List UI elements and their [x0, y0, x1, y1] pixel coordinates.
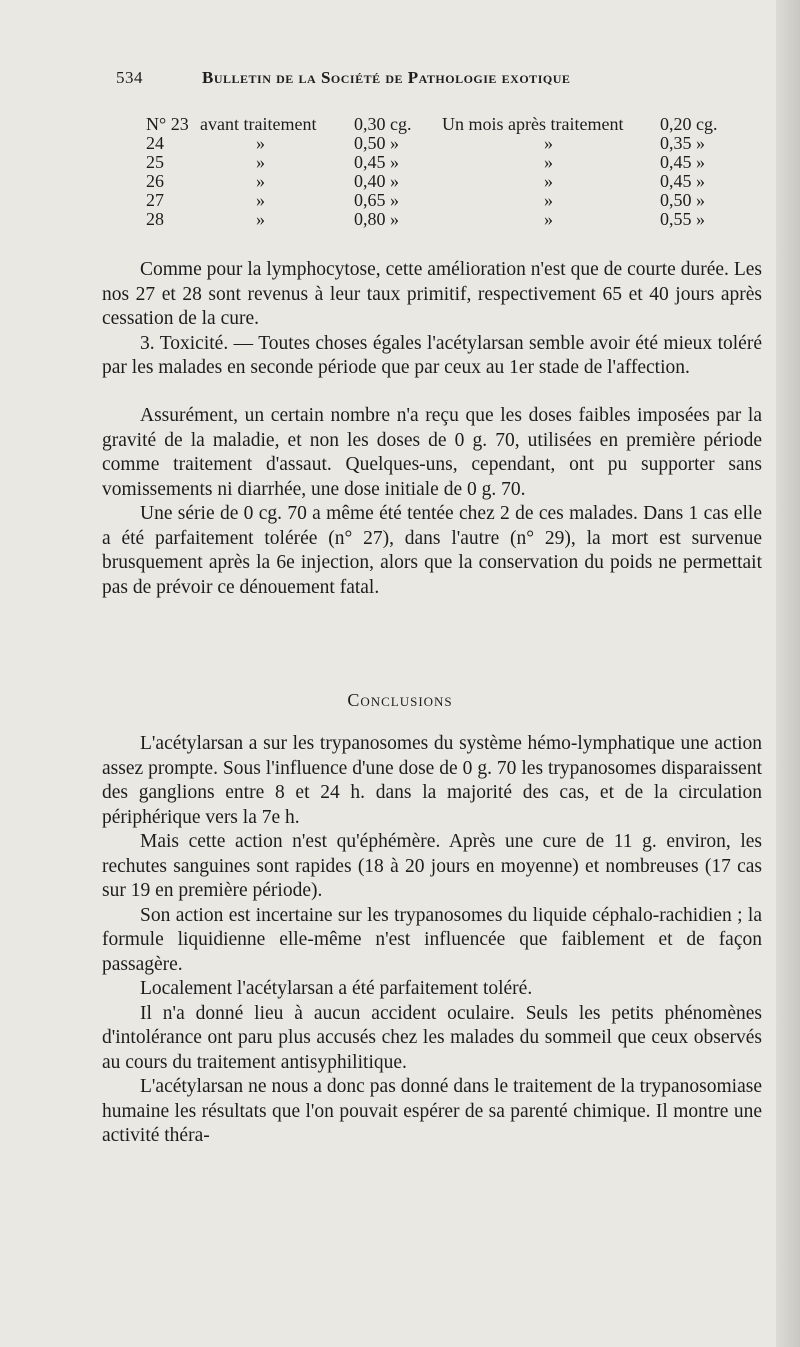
paragraph: Il n'a donné lieu à aucun accident oculaire. Seuls les petits phénomènes d'intolérance ont paru plus accusés chez les malades du sommeil que ceux observés au cours du traitement antisyphilitique.: [102, 1002, 762, 1073]
after-label: »: [544, 190, 553, 210]
row-number: 28: [146, 209, 164, 229]
table-row: [146, 210, 746, 229]
before-label: »: [256, 171, 265, 191]
paragraph: Comme pour la lymphocytose, cette amélioration n'est que de courte durée. Les nos 27 et 28 sont revenus à leur taux primitif, respectivement 65 et 40 jours après cessation de la cure.: [102, 259, 762, 329]
before-value: 0,30 cg.: [354, 114, 412, 134]
paragraph: Mais cette action n'est qu'éphémère. Après une cure de 11 g. environ, les rechutes sanguines sont rapides (18 à 20 jours en moyenne) et nombreuses (17 cas sur 19 en première période).: [102, 831, 762, 901]
page-number: 534: [116, 68, 143, 87]
after-label: »: [544, 133, 553, 153]
before-label: »: [256, 152, 265, 172]
paragraph: L'acétylarsan a sur les trypanosomes du système hémo-lymphatique une action assez prompte. Sous l'influence d'une dose de 0 g. 70 les trypanosomes disparaissent des ganglions entre 8 et 24 h. dans la majorité des cas, et de la circulation périphérique vers la 7e h.: [102, 733, 762, 828]
paragraph: Localement l'acétylarsan a été parfaitement toléré.: [140, 978, 533, 999]
paragraph-toxicity: 3. Toxicité. — Toutes choses égales l'acétylarsan semble avoir été mieux toléré par les malades en seconde période que par ceux au 1er stade de l'affection.: [102, 332, 762, 378]
before-label: »: [256, 133, 265, 153]
journal-title: Bulletin de la Société de Pathologie exotique: [202, 68, 571, 87]
row-number: 26: [146, 171, 164, 191]
toxicity-text: [102, 404, 762, 600]
row-number: 24: [146, 133, 164, 153]
results-text: [102, 258, 762, 381]
paragraph: Son action est incertaine sur les trypanosomes du liquide céphalo-rachidien ; la formule liquidienne elle-même n'est influencée que faiblement et de façon passagère.: [102, 904, 762, 975]
page-edge-shadow: [776, 0, 800, 1347]
before-label: »: [256, 209, 265, 229]
table-row: [146, 172, 746, 191]
conclusions-text: [102, 732, 762, 1149]
paragraph: Assurément, un certain nombre n'a reçu que les doses faibles imposées par la gravité de la maladie, et non les doses de 0 g. 70, utilisées en première période comme traitement d'assaut. Quelques-uns, cependant, ont pu supporter sans vomissements ni diarrhée, une dose initiale de 0 g. 70.: [102, 405, 762, 500]
before-value: 0,45 »: [354, 152, 399, 172]
after-value: 0,55 »: [660, 209, 705, 229]
before-label: »: [256, 190, 265, 210]
before-value: 0,65 »: [354, 190, 399, 210]
row-number: N° 23: [146, 114, 189, 134]
after-label: »: [544, 171, 553, 191]
row-number: 27: [146, 190, 164, 210]
dose-table: [146, 115, 746, 229]
before-value: 0,50 »: [354, 133, 399, 153]
after-value: 0,20 cg.: [660, 114, 718, 134]
row-number: 25: [146, 152, 164, 172]
table-row: [146, 134, 746, 153]
after-label: »: [544, 152, 553, 172]
paragraph: Une série de 0 cg. 70 a même été tentée chez 2 de ces malades. Dans 1 cas elle a été parfaitement tolérée (n° 27), dans l'autre (n° 29), la mort est survenue brusquement après la 6e injection, alors que la conservation du poids ne permettait pas de prévoir ce dénouement fatal.: [102, 503, 762, 598]
after-value: 0,45 »: [660, 171, 705, 191]
after-label: »: [544, 209, 553, 229]
after-value: 0,50 »: [660, 190, 705, 210]
table-row: [146, 153, 746, 172]
table-row: [146, 191, 746, 210]
after-value: 0,45 »: [660, 152, 705, 172]
section-heading: Conclusions: [347, 690, 453, 710]
paragraph: L'acétylarsan ne nous a donc pas donné dans le traitement de la trypanosomiase humaine les résultats que l'on pouvait espérer de sa parenté chimique. Il montre une activité théra-: [102, 1076, 762, 1146]
before-value: 0,80 »: [354, 209, 399, 229]
before-label: avant traitement: [200, 114, 317, 134]
after-label: Un mois après traitement: [442, 114, 624, 134]
before-value: 0,40 »: [354, 171, 399, 191]
after-value: 0,35 »: [660, 133, 705, 153]
table-row: [146, 115, 746, 134]
